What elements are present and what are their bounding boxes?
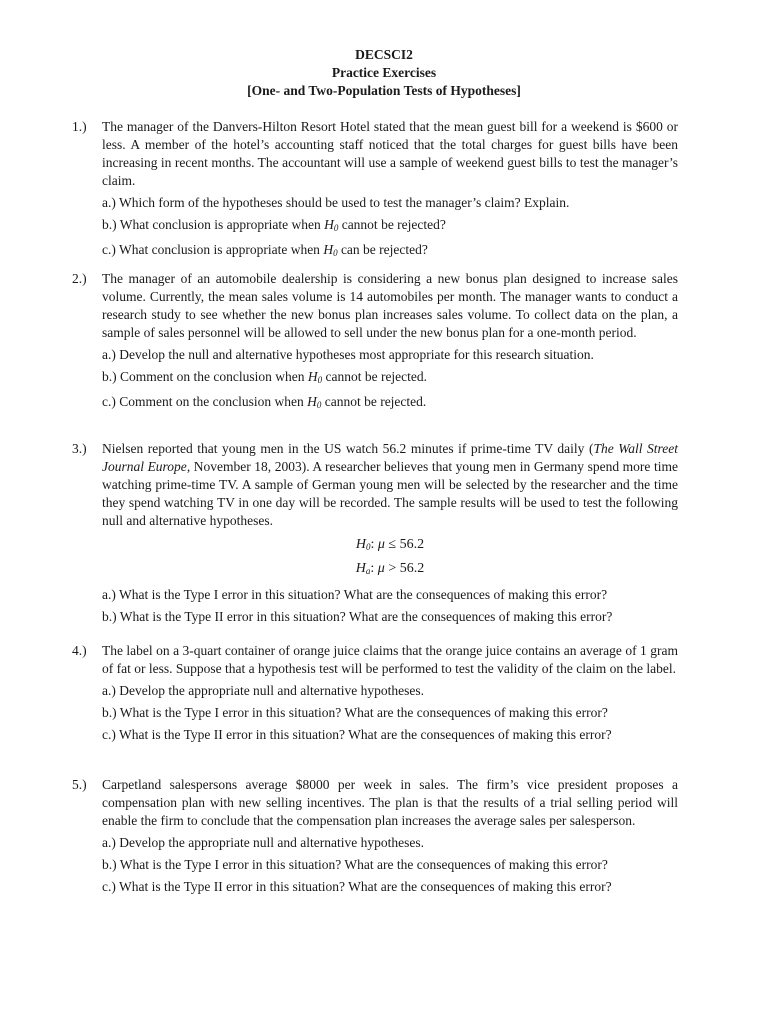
document-subtitle: [One- and Two-Population Tests of Hypotheses] xyxy=(247,83,521,98)
question-number: 4.) xyxy=(72,643,87,658)
sub-question-c xyxy=(102,393,678,414)
source-citation: The Wall Street Journal Europe xyxy=(102,441,679,474)
course-code: DECSCI2 xyxy=(355,47,413,62)
sub-question-a: a.) What is the Type I error in this situation? What are the consequences of making this error? xyxy=(102,587,608,602)
hypotheses-block xyxy=(102,534,678,582)
question-number: 2.) xyxy=(72,271,87,286)
sub-question-b-text-end: cannot be rejected? xyxy=(341,217,446,232)
sub-question-b xyxy=(102,216,678,237)
sub-question-c-text: c.) What conclusion is appropriate when xyxy=(102,242,320,257)
sub-question-b: b.) What is the Type I error in this situation? What are the consequences of making this error? xyxy=(102,705,608,720)
sub-question-b: b.) What is the Type I error in this situation? What are the consequences of making this error? xyxy=(102,857,608,872)
sub-question-a: a.) Which form of the hypotheses should be used to test the manager’s claim? Explain. xyxy=(102,195,570,210)
question-5 xyxy=(72,776,678,896)
question-number: 3.) xyxy=(72,441,87,456)
sub-question-c: c.) What is the Type II error in this situation? What are the consequences of making this error? xyxy=(102,879,612,894)
sub-question-a: a.) Develop the appropriate null and alternative hypotheses. xyxy=(102,683,425,698)
sub-question-b-text-end: cannot be rejected. xyxy=(325,369,428,384)
sub-question-a: a.) Develop the appropriate null and alternative hypotheses. xyxy=(102,835,425,850)
sub-question-c-text-end: cannot be rejected. xyxy=(324,394,427,409)
sub-question-c-text: c.) Comment on the conclusion when xyxy=(102,394,304,409)
question-number: 1.) xyxy=(72,119,87,134)
question-3 xyxy=(72,440,678,626)
question-text: The manager of the Danvers-Hilton Resort Hotel stated that the mean guest bill for a weekend is $600 or less. A member of the hotel’s accounting staff noticed that the total charges for guest bills have been increasing in recent months. The accountant will use a sample of weekend guest bills to test the manager’s claim. xyxy=(102,119,678,188)
sub-question-b xyxy=(102,368,678,389)
sub-question-c xyxy=(102,241,678,262)
sub-question-b-text: b.) Comment on the conclusion when xyxy=(102,369,305,384)
question-text: The label on a 3-quart container of orange juice claims that the orange juice contains an average of 1 gram of fat or less. Suppose that a hypothesis test will be performed to test the validity of the claim on the label. xyxy=(102,643,678,676)
h0-symbol: $H_0$ xyxy=(307,394,322,410)
question-4 xyxy=(72,642,678,744)
question-number: 5.) xyxy=(72,777,87,792)
h0-symbol: $H_0$ xyxy=(307,369,323,385)
document-title: Practice Exercises xyxy=(331,65,437,80)
question-2 xyxy=(72,270,678,414)
question-text: Nielsen reported that young men in the US watch 56.2 minutes if prime-time TV daily (The Wall Street Journal Europe, November 18, 2003). A researcher believes that young men in Germany spend more time watching prime-time TV. A sample of German young men will be selected by the researcher and the time they spend watching TV in one day will be recorded. The sample results will be used to test the following null and alternative hypotheses. xyxy=(102,441,679,528)
document-header xyxy=(0,46,768,100)
sub-question-b-text: b.) What conclusion is appropriate when xyxy=(102,217,321,232)
sub-question-c: c.) What is the Type II error in this situation? What are the consequences of making this error? xyxy=(102,727,612,742)
h0-symbol: $H_0$ xyxy=(323,242,338,258)
question-text: The manager of an automobile dealership is considering a new bonus plan designed to increase sales volume. Currently, the mean sales volume is 14 automobiles per month. The manager wants to conduct a research study to see whether the new bonus plan increases sales volume. To collect data on the plan, a sample of sales personnel will be allowed to sell under the new bonus plan for a one-month period. xyxy=(102,271,678,340)
h0-symbol: $H_0$ xyxy=(324,217,339,233)
sub-question-a: a.) Develop the null and alternative hypotheses most appropriate for this research situation. xyxy=(102,347,594,362)
alternative-hypothesis: $H_a$: μ > 56.2 xyxy=(355,561,425,576)
null-hypothesis: $H_0$: μ ≤ 56.2 xyxy=(355,537,425,552)
sub-question-b: b.) What is the Type II error in this situation? What are the consequences of making this error? xyxy=(102,609,613,624)
question-1 xyxy=(72,118,678,262)
question-text: Carpetland salespersons average $8000 per week in sales. The firm’s vice president proposes a compensation plan with new selling incentives. The plan is that the results of a trial selling period will enable the firm to conclude that the compensation plan increases the average sales per salesperson. xyxy=(102,777,678,828)
sub-question-c-text-end: can be rejected? xyxy=(340,242,428,257)
